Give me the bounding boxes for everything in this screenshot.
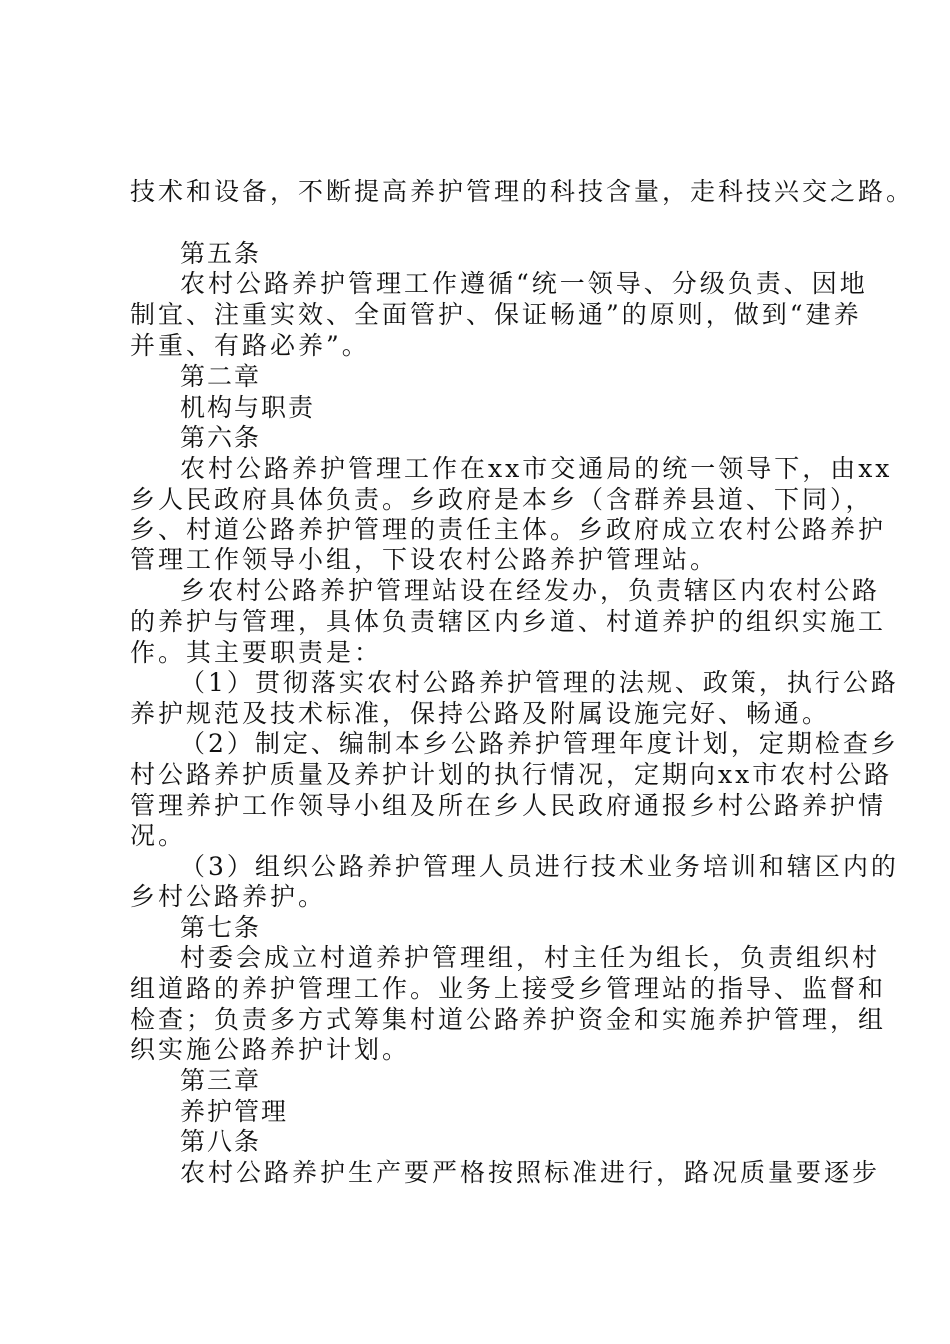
body-line-13: 乡农村公路养护管理站设在经发办，负责辖区内农村公路 [180,576,881,605]
chapter-3-heading: 第三章 [180,1066,262,1095]
body-line-4: 制宜、注重实效、全面管护、保证畅通”的原则，做到“建养 [130,300,862,329]
body-line-25: 村委会成立村道养护管理组，村主任为组长，负责组织村 [180,943,881,972]
body-line-28: 织实施公路养护计划。 [130,1035,411,1064]
chapter-2-heading: 第二章 [180,362,262,391]
body-line-11: 乡、村道公路养护管理的责任主体。乡政府成立农村公路养护 [130,515,887,544]
body-line-10: 乡人民政府具体负责。乡政府是本乡（含群养县道、下同）， [130,485,874,514]
body-line-3: 农村公路养护管理工作遵循“统一领导、分级负责、因地 [180,269,868,298]
body-line-1: 技术和设备，不断提高养护管理的科技含量，走科技兴交之路。 [130,177,915,206]
article-7-heading: 第七条 [180,913,262,942]
body-line-32: 农村公路养护生产要严格按照标准进行，路况质量要逐步 [180,1158,881,1187]
body-line-15: 作。其主要职责是： [130,638,383,667]
duty-item-2-line-4: 况。 [130,821,187,850]
body-line-12: 管理工作领导小组，下设农村公路养护管理站。 [130,545,719,574]
duty-item-3-line-1: （3）组织公路养护管理人员进行技术业务培训和辖区内的 [180,852,899,881]
chapter-2-title: 机构与职责 [180,393,316,422]
body-line-5: 并重、有路必养”。 [130,331,370,360]
article-6-heading: 第六条 [180,423,262,452]
duty-item-2-line-3: 管理养护工作领导小组及所在乡人民政府通报乡村公路养护情 [130,791,887,820]
body-line-27: 检查；负责多方式筹集村道公路养护资金和实施养护管理，组 [130,1005,887,1034]
body-line-9: 农村公路养护管理工作在xx市交通局的统一领导下，由xx [180,454,893,483]
duty-item-2-line-2: 村公路养护质量及养护计划的执行情况，定期向xx市农村公路 [130,760,893,789]
duty-item-1-line-1: （1）贯彻落实农村公路养护管理的法规、政策，执行公路 [180,668,899,697]
body-line-14: 的养护与管理，具体负责辖区内乡道、村道养护的组织实施工 [130,607,887,636]
article-8-heading: 第八条 [180,1127,262,1156]
chapter-3-title: 养护管理 [180,1097,289,1126]
duty-item-3-line-2: 乡村公路养护。 [130,882,327,911]
duty-item-1-line-2: 养护规范及技术标准，保持公路及附属设施完好、畅通。 [130,699,831,728]
article-5-heading: 第五条 [180,239,262,268]
body-line-26: 组道路的养护管理工作。业务上接受乡管理站的指导、监督和 [130,974,887,1003]
duty-item-2-line-1: （2）制定、编制本乡公路养护管理年度计划，定期检查乡 [180,729,899,758]
